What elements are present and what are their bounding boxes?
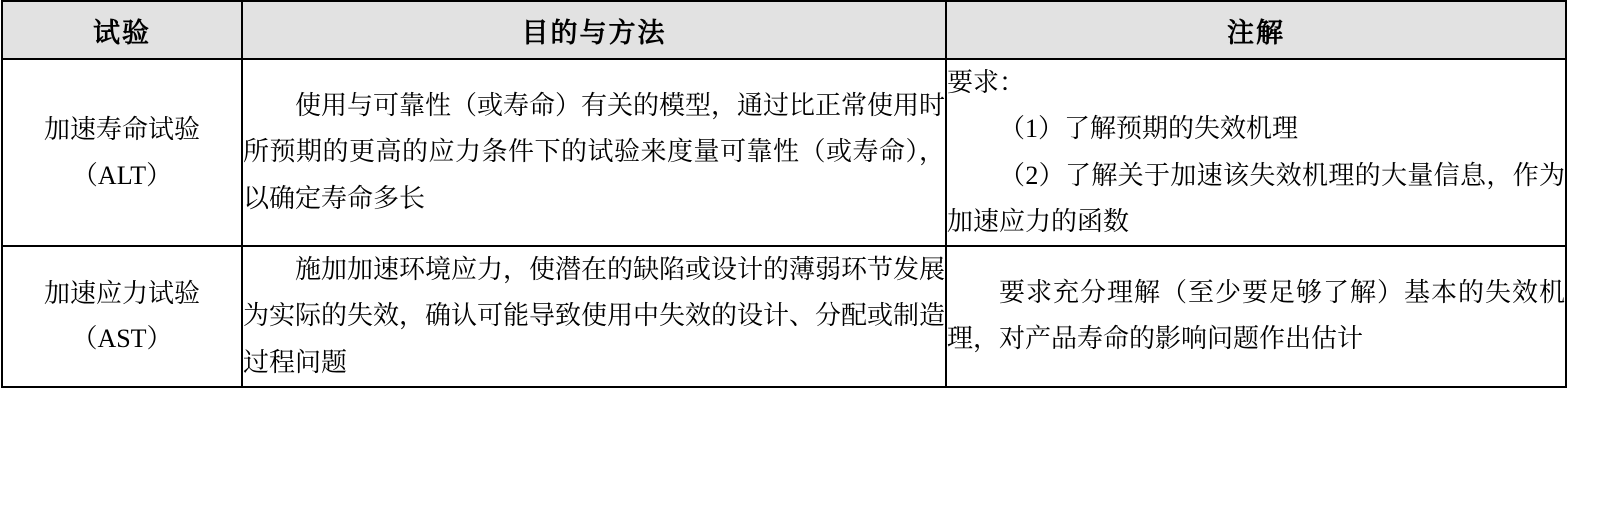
test-name-alt xyxy=(2,59,242,246)
test-name-alt-line1: 加速寿命试验 xyxy=(43,115,200,145)
table-row xyxy=(2,59,1566,246)
table-header xyxy=(2,1,1566,59)
purpose-method-alt-paragraph: 使用与可靠性（或寿命）有关的模型，通过比正常使用时所预期的更高的应力条件下的试验来度量可靠性（或寿命），以确定寿命多长 xyxy=(243,91,946,213)
purpose-method-alt xyxy=(242,59,946,246)
column-header-purpose-method: 目的与方法 xyxy=(242,1,946,59)
test-name-ast xyxy=(2,246,242,387)
column-header-test: 试验 xyxy=(2,1,242,59)
notes-alt-paragraph-1: 要求： xyxy=(947,68,1026,97)
table-body xyxy=(2,59,1566,387)
comparison-table xyxy=(1,0,1567,388)
notes-ast xyxy=(946,246,1566,387)
test-name-ast-line2: （AST） xyxy=(71,324,173,354)
notes-alt-paragraph-2: （1）了解预期的失效机理 xyxy=(999,114,1299,144)
notes-alt-paragraph-3: （2）了解关于加速该失效机理的大量信息，作为加速应力的函数 xyxy=(947,160,1565,236)
notes-ast-paragraph: 要求充分理解（至少要足够了解）基本的失效机理，对产品寿命的影响问题作出估计 xyxy=(947,278,1565,354)
test-name-alt-line2: （ALT） xyxy=(71,160,173,190)
column-header-notes: 注解 xyxy=(946,1,1566,59)
table-header-row xyxy=(2,1,1566,59)
purpose-method-ast xyxy=(242,246,946,387)
notes-alt xyxy=(946,59,1566,246)
table-row xyxy=(2,246,1566,387)
purpose-method-ast-paragraph: 施加加速环境应力，使潜在的缺陷或设计的薄弱环节发展为实际的失效，确认可能导致使用中失效的设计、分配或制造过程问题 xyxy=(243,255,946,377)
test-name-ast-line1: 加速应力试验 xyxy=(43,278,200,308)
